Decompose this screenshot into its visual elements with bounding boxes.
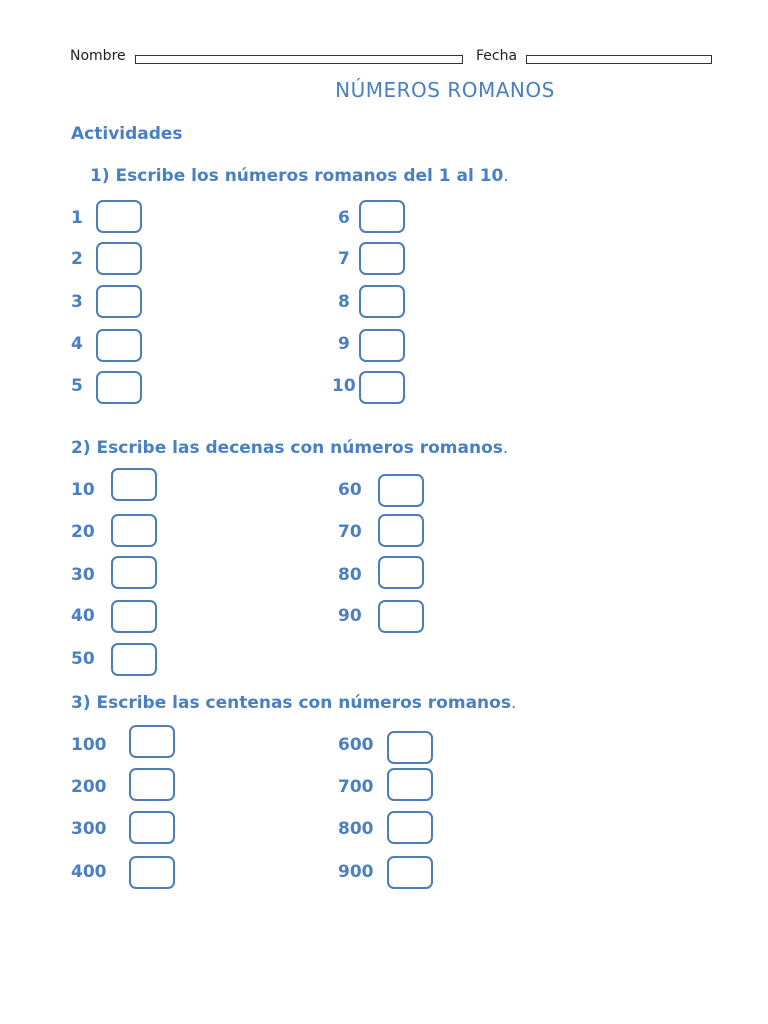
s1-answer-box-5[interactable] — [96, 371, 142, 404]
s1-answer-box-2[interactable] — [96, 242, 142, 275]
s1-answer-box-9[interactable] — [359, 329, 405, 362]
s1-label-3: 3 — [71, 292, 83, 312]
s1-label-2: 2 — [71, 249, 83, 269]
s2-label-60: 60 — [338, 480, 362, 500]
s3-label-400: 400 — [71, 862, 107, 882]
fecha-label: Fecha — [476, 48, 518, 64]
activities-heading: Actividades — [71, 124, 183, 144]
section1-instruction: 1) Escribe los números romanos del 1 al 10. — [90, 166, 509, 186]
section3-instruction: 3) Escribe las centenas con números romanos. — [71, 693, 517, 713]
s2-answer-box-90[interactable] — [378, 600, 424, 633]
page-title: NÚMEROS ROMANOS — [335, 78, 555, 102]
s2-label-50: 50 — [71, 649, 95, 669]
s3-answer-box-800[interactable] — [387, 811, 433, 844]
s1-label-7: 7 — [338, 249, 350, 269]
section2-instruction: 2) Escribe las decenas con números romanos. — [71, 438, 509, 458]
s2-answer-box-20[interactable] — [111, 514, 157, 547]
s1-label-1: 1 — [71, 208, 83, 228]
s1-answer-box-3[interactable] — [96, 285, 142, 318]
s1-answer-box-10[interactable] — [359, 371, 405, 404]
s2-answer-box-80[interactable] — [378, 556, 424, 589]
s3-answer-box-700[interactable] — [387, 768, 433, 801]
s2-label-30: 30 — [71, 565, 95, 585]
s2-label-70: 70 — [338, 522, 362, 542]
s1-answer-box-7[interactable] — [359, 242, 405, 275]
s3-label-100: 100 — [71, 735, 107, 755]
nombre-field[interactable] — [135, 55, 463, 64]
s1-label-4: 4 — [71, 334, 83, 354]
s2-answer-box-70[interactable] — [378, 514, 424, 547]
s3-label-900: 900 — [338, 862, 374, 882]
s3-answer-box-300[interactable] — [129, 811, 175, 844]
s2-answer-box-30[interactable] — [111, 556, 157, 589]
s3-label-300: 300 — [71, 819, 107, 839]
s2-answer-box-10[interactable] — [111, 468, 157, 501]
s2-label-90: 90 — [338, 606, 362, 626]
s1-label-9: 9 — [338, 334, 350, 354]
s3-label-800: 800 — [338, 819, 374, 839]
s1-answer-box-8[interactable] — [359, 285, 405, 318]
s2-label-10: 10 — [71, 480, 95, 500]
s2-answer-box-40[interactable] — [111, 600, 157, 633]
fecha-field[interactable] — [526, 55, 712, 64]
s2-label-40: 40 — [71, 606, 95, 626]
s3-answer-box-600[interactable] — [387, 731, 433, 764]
s1-label-10: 10 — [332, 376, 356, 396]
s2-label-80: 80 — [338, 565, 362, 585]
s1-answer-box-4[interactable] — [96, 329, 142, 362]
s2-answer-box-60[interactable] — [378, 474, 424, 507]
s1-answer-box-6[interactable] — [359, 200, 405, 233]
s1-answer-box-1[interactable] — [96, 200, 142, 233]
s1-label-8: 8 — [338, 292, 350, 312]
s3-label-600: 600 — [338, 735, 374, 755]
s1-label-5: 5 — [71, 376, 83, 396]
s2-label-20: 20 — [71, 522, 95, 542]
nombre-label: Nombre — [70, 48, 126, 64]
s3-label-700: 700 — [338, 777, 374, 797]
s3-answer-box-400[interactable] — [129, 856, 175, 889]
s3-answer-box-200[interactable] — [129, 768, 175, 801]
s3-answer-box-900[interactable] — [387, 856, 433, 889]
s3-answer-box-100[interactable] — [129, 725, 175, 758]
s1-label-6: 6 — [338, 208, 350, 228]
s3-label-200: 200 — [71, 777, 107, 797]
s2-answer-box-50[interactable] — [111, 643, 157, 676]
